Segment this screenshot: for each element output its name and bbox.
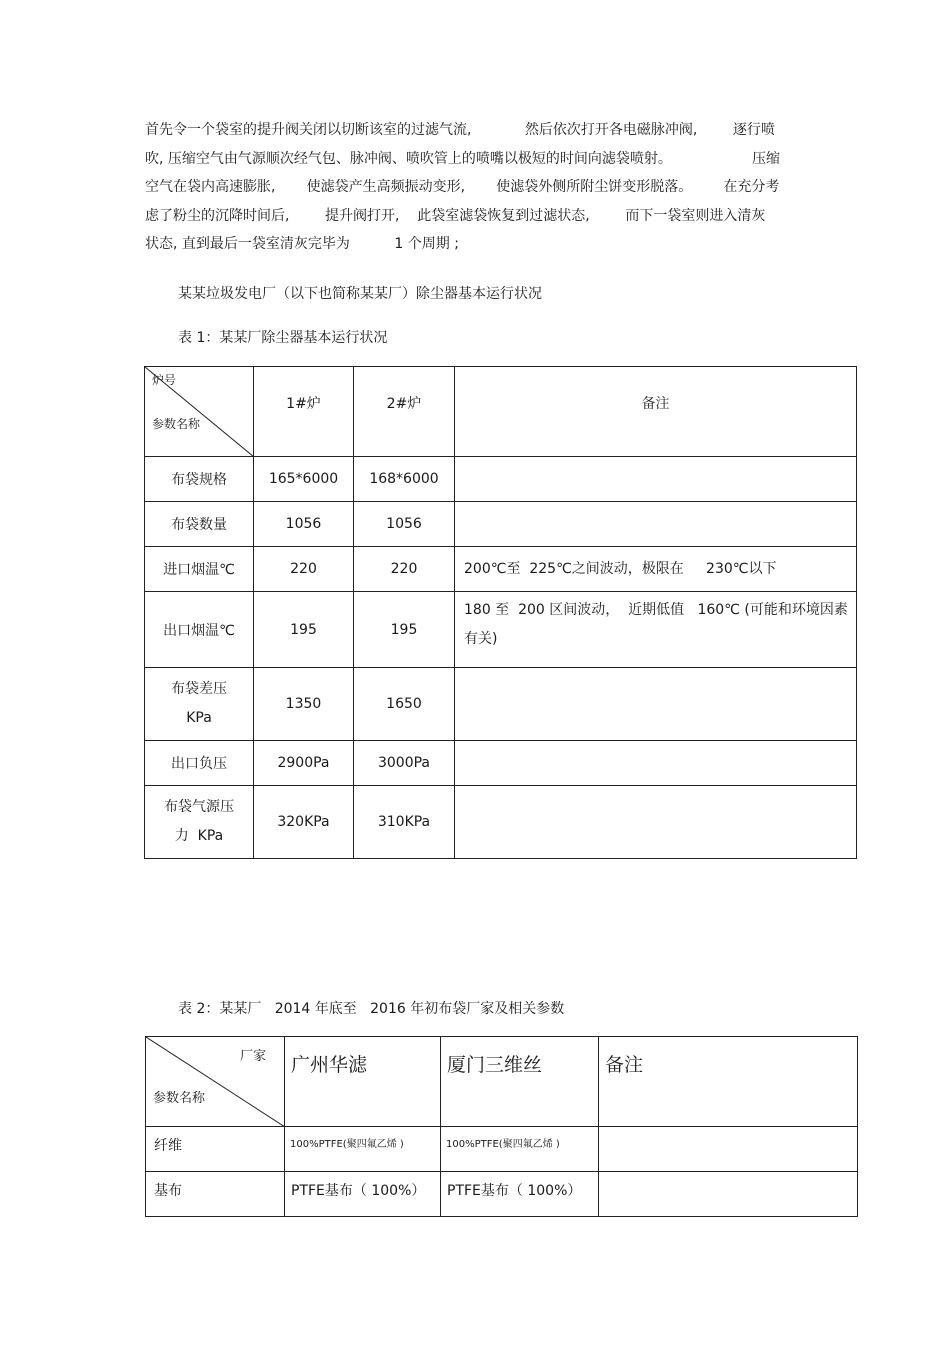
cell-furnace-1: 1350 [254, 668, 354, 741]
table-row [145, 547, 857, 592]
cell-furnace-1: 195 [254, 592, 354, 668]
header-notes: 备注 [455, 367, 857, 457]
header-manufacturer-guangzhou: 广州华滤 [285, 1037, 441, 1127]
table-row [146, 1172, 858, 1217]
corner-top-label: 炉号 [152, 373, 177, 387]
table-row [146, 1127, 858, 1172]
table-row [145, 502, 857, 547]
cell-note [455, 786, 857, 859]
cell-note [455, 502, 857, 547]
header-manufacturer-xiamen: 厦门三维丝 [441, 1037, 599, 1127]
cell-furnace-2: 1056 [354, 502, 455, 547]
header-furnace-2: 2#炉 [354, 367, 455, 457]
row-label: 布袋气源压 力 KPa [145, 786, 254, 859]
table1-caption: 表 1：某某厂除尘器基本运行状况 [178, 330, 388, 346]
row-label: 出口烟温℃ [145, 592, 254, 668]
table-header-row [145, 367, 857, 457]
furnace-operation-table [144, 366, 857, 859]
cell-guangzhou: PTFE基布（ 100%） [285, 1172, 441, 1217]
cell-note: 180 至 200 区间波动， 近期低值 160℃ (可能和环境因素有关) [455, 592, 857, 668]
corner-bottom-label: 参数名称 [153, 1091, 206, 1106]
cell-furnace-1: 2900Pa [254, 741, 354, 786]
intro-line: 首先令一个袋室的提升阀关闭以切断该室的过滤气流, 然后依次打开各电磁脉冲阀, 逐行喷 [145, 122, 775, 138]
corner-top-label: 厂家 [239, 1049, 266, 1064]
cell-guangzhou: 100%PTFE(聚四氟乙烯 ) [285, 1127, 441, 1172]
cell-note [599, 1172, 858, 1217]
section-title: 某某垃圾发电厂（以下也简称某某厂）除尘器基本运行状况 [178, 286, 542, 302]
cell-furnace-2: 1650 [354, 668, 455, 741]
intro-line: 虑了粉尘的沉降时间后, 提升阀打开, 此袋室滤袋恢复到过滤状态, 而下一袋室则进入清灰 [145, 207, 766, 224]
cell-furnace-1: 320KPa [254, 786, 354, 859]
cell-note [599, 1127, 858, 1172]
row-label: 布袋差压 KPa [145, 668, 254, 741]
header-notes: 备注 [599, 1037, 858, 1127]
cell-furnace-1: 165*6000 [254, 457, 354, 502]
table-header-row [146, 1037, 858, 1127]
table-row [145, 592, 857, 668]
diagonal-header-cell [145, 367, 254, 457]
cell-furnace-2: 195 [354, 592, 455, 668]
cell-note: 200℃至 225℃之间波动，极限在 230℃以下 [455, 547, 857, 592]
header-furnace-1: 1#炉 [254, 367, 354, 457]
diagonal-header-cell [146, 1037, 285, 1127]
intro-paragraph [145, 116, 815, 259]
table-row [145, 668, 857, 741]
intro-line: 吹, 压缩空气由气源顺次经气包、脉冲阀、喷吹管上的喷嘴以极短的时间向滤袋喷射。 压缩 [145, 150, 781, 167]
bag-manufacturer-table [145, 1036, 858, 1217]
table2-caption: 表 2：某某厂 2014 年底至 2016 年初布袋厂家及相关参数 [178, 1001, 565, 1017]
cell-note [455, 457, 857, 502]
table-row [145, 786, 857, 859]
row-label: 布袋数量 [145, 502, 254, 547]
table-row [145, 741, 857, 786]
row-label: 纤维 [146, 1127, 285, 1172]
row-label: 基布 [146, 1172, 285, 1217]
intro-line: 状态, 直到最后一袋室清灰完毕为 1 个周期 ; [145, 236, 459, 253]
row-label: 布袋规格 [145, 457, 254, 502]
corner-bottom-label: 参数名称 [152, 417, 201, 431]
cell-furnace-2: 3000Pa [354, 741, 455, 786]
table-row [145, 457, 857, 502]
cell-furnace-2: 220 [354, 547, 455, 592]
row-label: 进口烟温℃ [145, 547, 254, 592]
cell-furnace-2: 310KPa [354, 786, 455, 859]
cell-note [455, 741, 857, 786]
cell-furnace-1: 1056 [254, 502, 354, 547]
cell-furnace-2: 168*6000 [354, 457, 455, 502]
cell-xiamen: PTFE基布（ 100%） [441, 1172, 599, 1217]
intro-line: 空气在袋内高速膨胀, 使滤袋产生高频振动变形, 使滤袋外侧所附尘饼变形脱落。 在充分考 [145, 179, 780, 196]
cell-note [455, 668, 857, 741]
cell-xiamen: 100%PTFE(聚四氟乙烯 ) [441, 1127, 599, 1172]
row-label: 出口负压 [145, 741, 254, 786]
cell-furnace-1: 220 [254, 547, 354, 592]
